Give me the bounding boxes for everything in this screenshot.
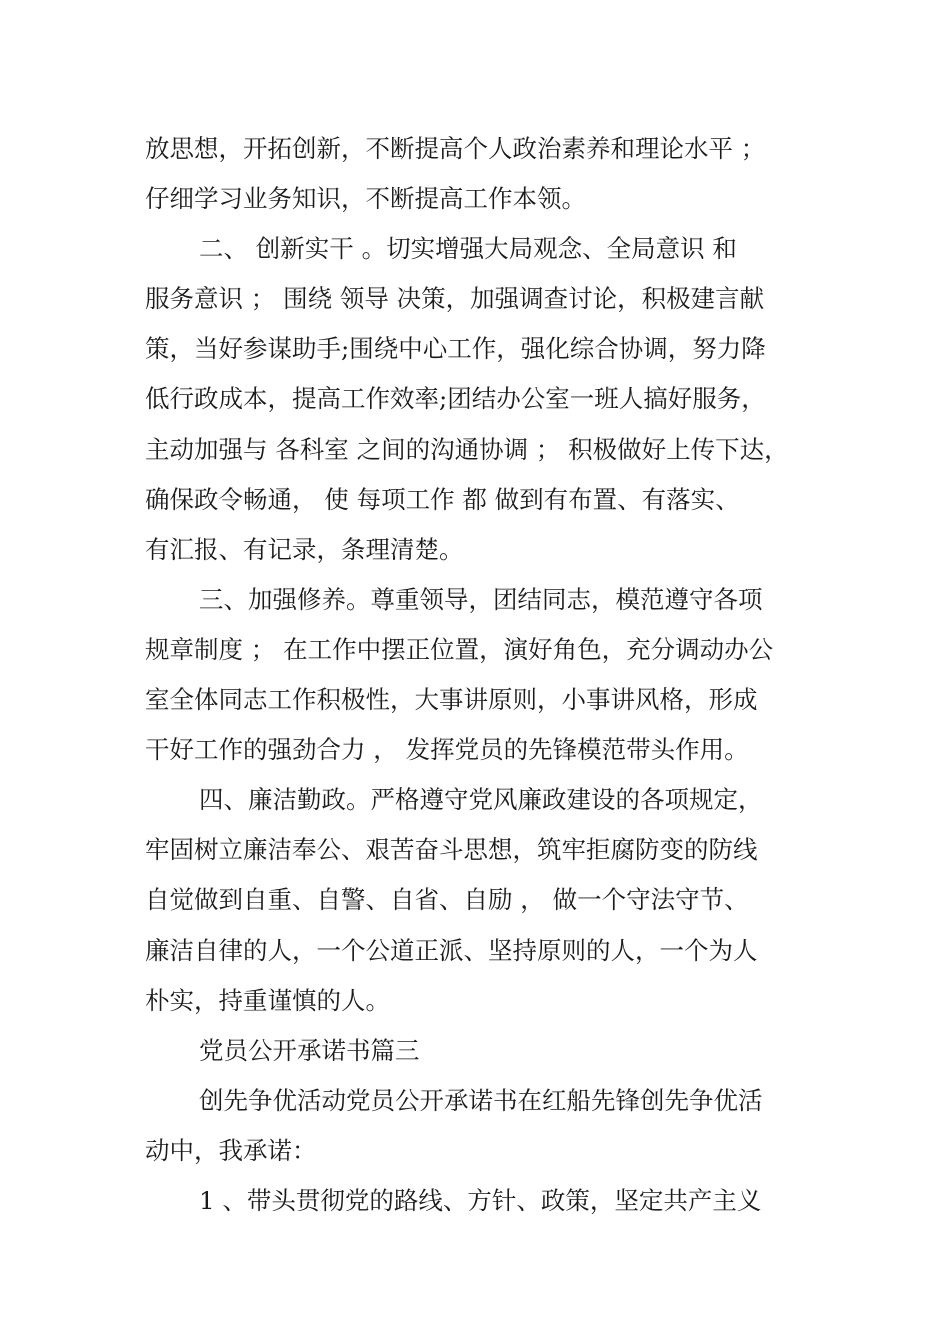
text-line: 规章制度 ； 在工作中摆正位置，演好角色，充分调动办公 [145,634,774,664]
document-body [145,124,825,1226]
text-line: 室全体同志工作积极性，大事讲原则，小事讲风格，形成 [145,685,758,715]
text-line: 朴实，持重谨慎的人。 [145,985,390,1015]
text-line: 主动加强与 各科室 之间的沟通协调 ； 积极做好上传下达， [145,434,789,464]
paragraph-heading-line: 创先争优活动党员公开承诺书在红船先锋创先争优活 [199,1085,763,1115]
text-line: 放思想，开拓创新，不断提高个人政治素养和理论水平 ； [145,134,766,163]
text-line: 低行政成本，提高工作效率;团结办公室一班人搞好服务， [145,384,766,414]
paragraph-heading-line: 四、廉洁勤政。严格遵守党风廉政建设的各项规定， [199,785,763,815]
text-line: 服务意识 ； 围绕 领导 决策，加强调查讨论，积极建言献 [145,284,765,314]
paragraph-heading-line: 1 、带头贯彻党的路线、方针、政策，坚定共产主义 [199,1185,762,1215]
text-line: 牢固树立廉洁奉公、艰苦奋斗思想，筑牢拒腐防变的防线 [145,835,758,865]
text-line: 动中，我承诺： [145,1135,317,1165]
paragraph-heading-line: 二、 创新实干 。切实增强大局观念、全局意识 和 [199,234,737,264]
paragraph-heading-line: 三、加强修养。尊重领导，团结同志，模范遵守各项 [199,584,763,614]
text-line: 仔细学习业务知识，不断提高工作本领。 [145,184,586,214]
text-line: 自觉做到自重、自警、自省、自励 ， 做一个守法守节、 [145,885,749,915]
text-line: 干好工作的强劲合力 ， 发挥党员的先锋模范带头作用。 [145,735,749,765]
text-line: 确保政令畅通， 使 每项工作 都 做到有布置、有落实、 [145,484,740,514]
text-line: 有汇报、有记录，条理清楚。 [145,534,464,564]
text-line: 策，当好参谋助手;围绕中心工作，强化综合协调，努力降 [145,334,766,364]
section-title: 党员公开承诺书篇三 [199,1035,420,1065]
text-line: 廉洁自律的人，一个公道正派、坚持原则的人，一个为人 [145,935,758,965]
